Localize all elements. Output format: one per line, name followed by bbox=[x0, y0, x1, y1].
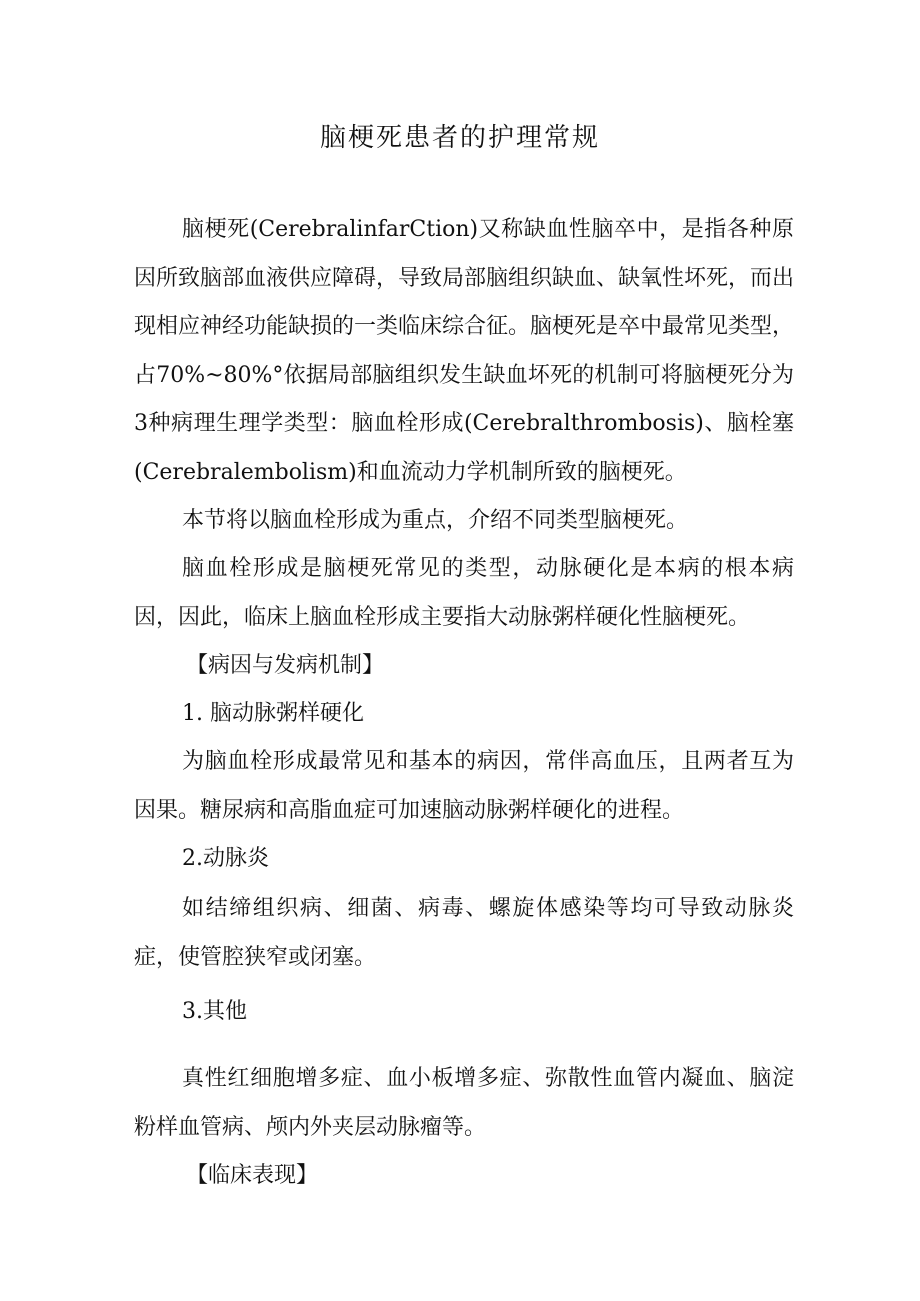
item3-title: 3.其他 bbox=[182, 999, 247, 1024]
item2-title: 2.动脉炎 bbox=[182, 846, 269, 871]
heading-etiology: 【病因与发病机制】 bbox=[186, 653, 385, 678]
item1-title: 1. 脑动脉粥样硬化 bbox=[182, 701, 364, 726]
item3-text: 真性红细胞增多症、血小板增多症、弥散性血管内凝血、脑淀粉样血管病、颅内外夹层动脉瘤等。 bbox=[134, 1066, 794, 1140]
page-title: 脑梗死患者的护理常规 bbox=[319, 123, 600, 153]
intro-paragraph: 脑梗死(CerebralinfarCtion)又称缺血性脑卒中，是指各种原因所致脑部血液供应障碍，导致局部脑组织缺血、缺氧性坏死，而出现相应神经功能缺损的一类临床综合征。脑梗死是卒中最常见类型，占70%~80%°依据局部脑组织发生缺血坏死的机制可将脑梗死分为3种病理生理学类型：脑血栓形成(Cerebralthrombosis)、脑栓塞(Cerebralembolism)和血流动力学机制所致的脑梗死。 bbox=[134, 217, 795, 485]
heading-clinical: 【临床表现】 bbox=[186, 1163, 319, 1188]
item2-text: 如结缔组织病、细菌、病毒、螺旋体感染等均可导致动脉炎症，使管腔狭窄或闭塞。 bbox=[134, 896, 794, 970]
section-focus-text: 本节将以脑血栓形成为重点，介绍不同类型脑梗死。 bbox=[182, 508, 689, 533]
thrombosis-paragraph: 脑血栓形成是脑梗死常见的类型，动脉硬化是本病的根本病因，因此，临床上脑血栓形成主要指大动脉粥样硬化性脑梗死。 bbox=[134, 556, 794, 630]
item1-text: 为脑血栓形成最常见和基本的病因，常伴高血压，且两者互为因果。糖尿病和高脂血症可加速脑动脉粥样硬化的进程。 bbox=[134, 749, 794, 823]
